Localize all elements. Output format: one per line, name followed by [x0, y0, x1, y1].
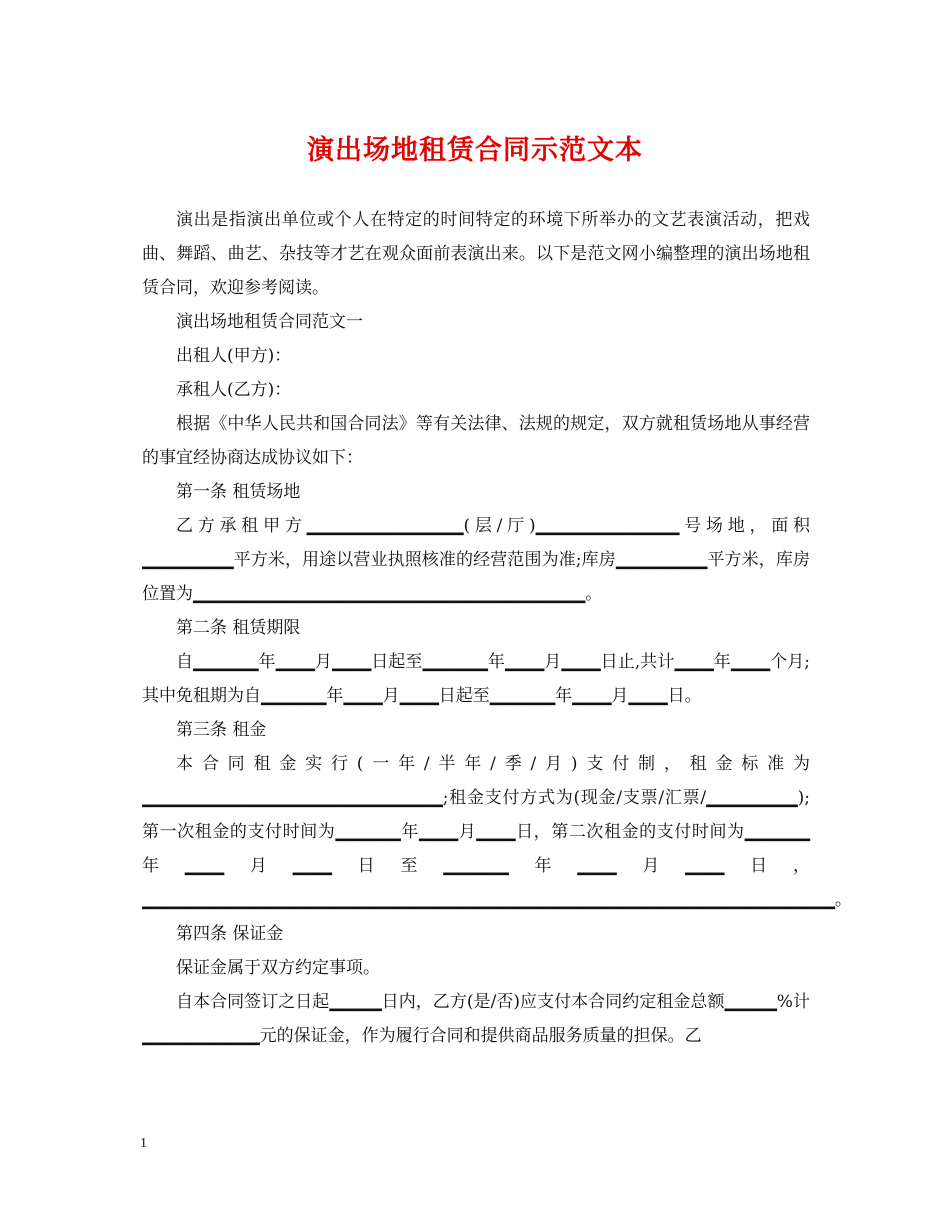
sample-heading: 演出场地租赁合同范文一	[176, 312, 363, 332]
article-4-note: 保证金属于双方约定事项。	[176, 958, 380, 978]
document-body	[142, 203, 852, 1053]
lessee-line: 承租人(乙方)：	[176, 380, 292, 400]
article-2-body: 自▁▁▁▁▁年▁▁▁月▁▁▁日起至▁▁▁▁▁年▁▁▁月▁▁▁日止,共计▁▁▁年▁▁▁个月;其中免租期为自▁▁▁▁▁年▁▁▁月▁▁▁日起至▁▁▁▁▁年▁▁▁月▁▁▁日。	[142, 652, 810, 706]
intro-paragraph: 演出是指演出单位或个人在特定的时间特定的环境下所举办的文艺表演活动，把戏曲、舞蹈、曲艺、杂技等才艺在观众面前表演出来。以下是范文网小编整理的演出场地租赁合同，欢迎参考阅读。	[142, 210, 810, 298]
article-1-heading: 第一条 租赁场地	[176, 482, 301, 502]
basis-paragraph: 根据《中华人民共和国合同法》等有关法律、法规的规定，双方就租赁场地从事经营的事宜经协商达成协议如下：	[142, 414, 810, 468]
article-4-body: 自本合同签订之日起▁▁▁▁日内，乙方(是/否)应支付本合同约定租金总额▁▁▁▁%计▁▁▁▁▁▁▁▁▁元的保证金，作为履行合同和提供商品服务质量的担保。乙	[142, 992, 810, 1046]
article-3-heading: 第三条 租金	[176, 720, 267, 740]
lessor-line: 出租人(甲方)：	[176, 346, 292, 366]
article-1-body: 乙方承租甲方▁▁▁▁▁▁▁▁▁▁▁▁(层/厅)▁▁▁▁▁▁▁▁▁▁▁号场地，面积▁▁▁▁▁▁▁平方米，用途以营业执照核准的经营范围为准;库房▁▁▁▁▁▁▁平方米，库房位置为▁▁▁▁▁▁▁▁▁▁▁▁▁▁▁▁▁▁▁▁▁▁▁▁▁▁▁▁▁▁。	[142, 516, 810, 604]
article-2-heading: 第二条 租赁期限	[176, 618, 301, 638]
document-title: 演出场地租赁合同示范文本	[307, 135, 643, 166]
article-4-heading: 第四条 保证金	[176, 924, 284, 944]
article-3-body: 本合同租金实行(一年/半年/季/月)支付制，租金标准为▁▁▁▁▁▁▁▁▁▁▁▁▁▁▁▁▁▁▁▁▁▁▁;租金支付方式为(现金/支票/汇票/▁▁▁▁▁▁▁);第一次租金的支付时间为▁▁▁▁▁年▁▁▁月▁▁▁日，第二次租金的支付时间为▁▁▁▁▁年▁▁▁月▁▁▁日至▁▁▁▁▁年▁▁▁月▁▁▁日，▁▁▁▁▁▁▁▁▁▁▁▁▁▁▁▁▁▁▁▁▁▁▁▁▁▁▁▁▁▁▁▁▁▁▁▁▁▁▁▁▁▁▁▁▁▁▁▁▁▁▁▁▁。	[142, 754, 852, 910]
page-number: 1	[140, 1136, 147, 1151]
